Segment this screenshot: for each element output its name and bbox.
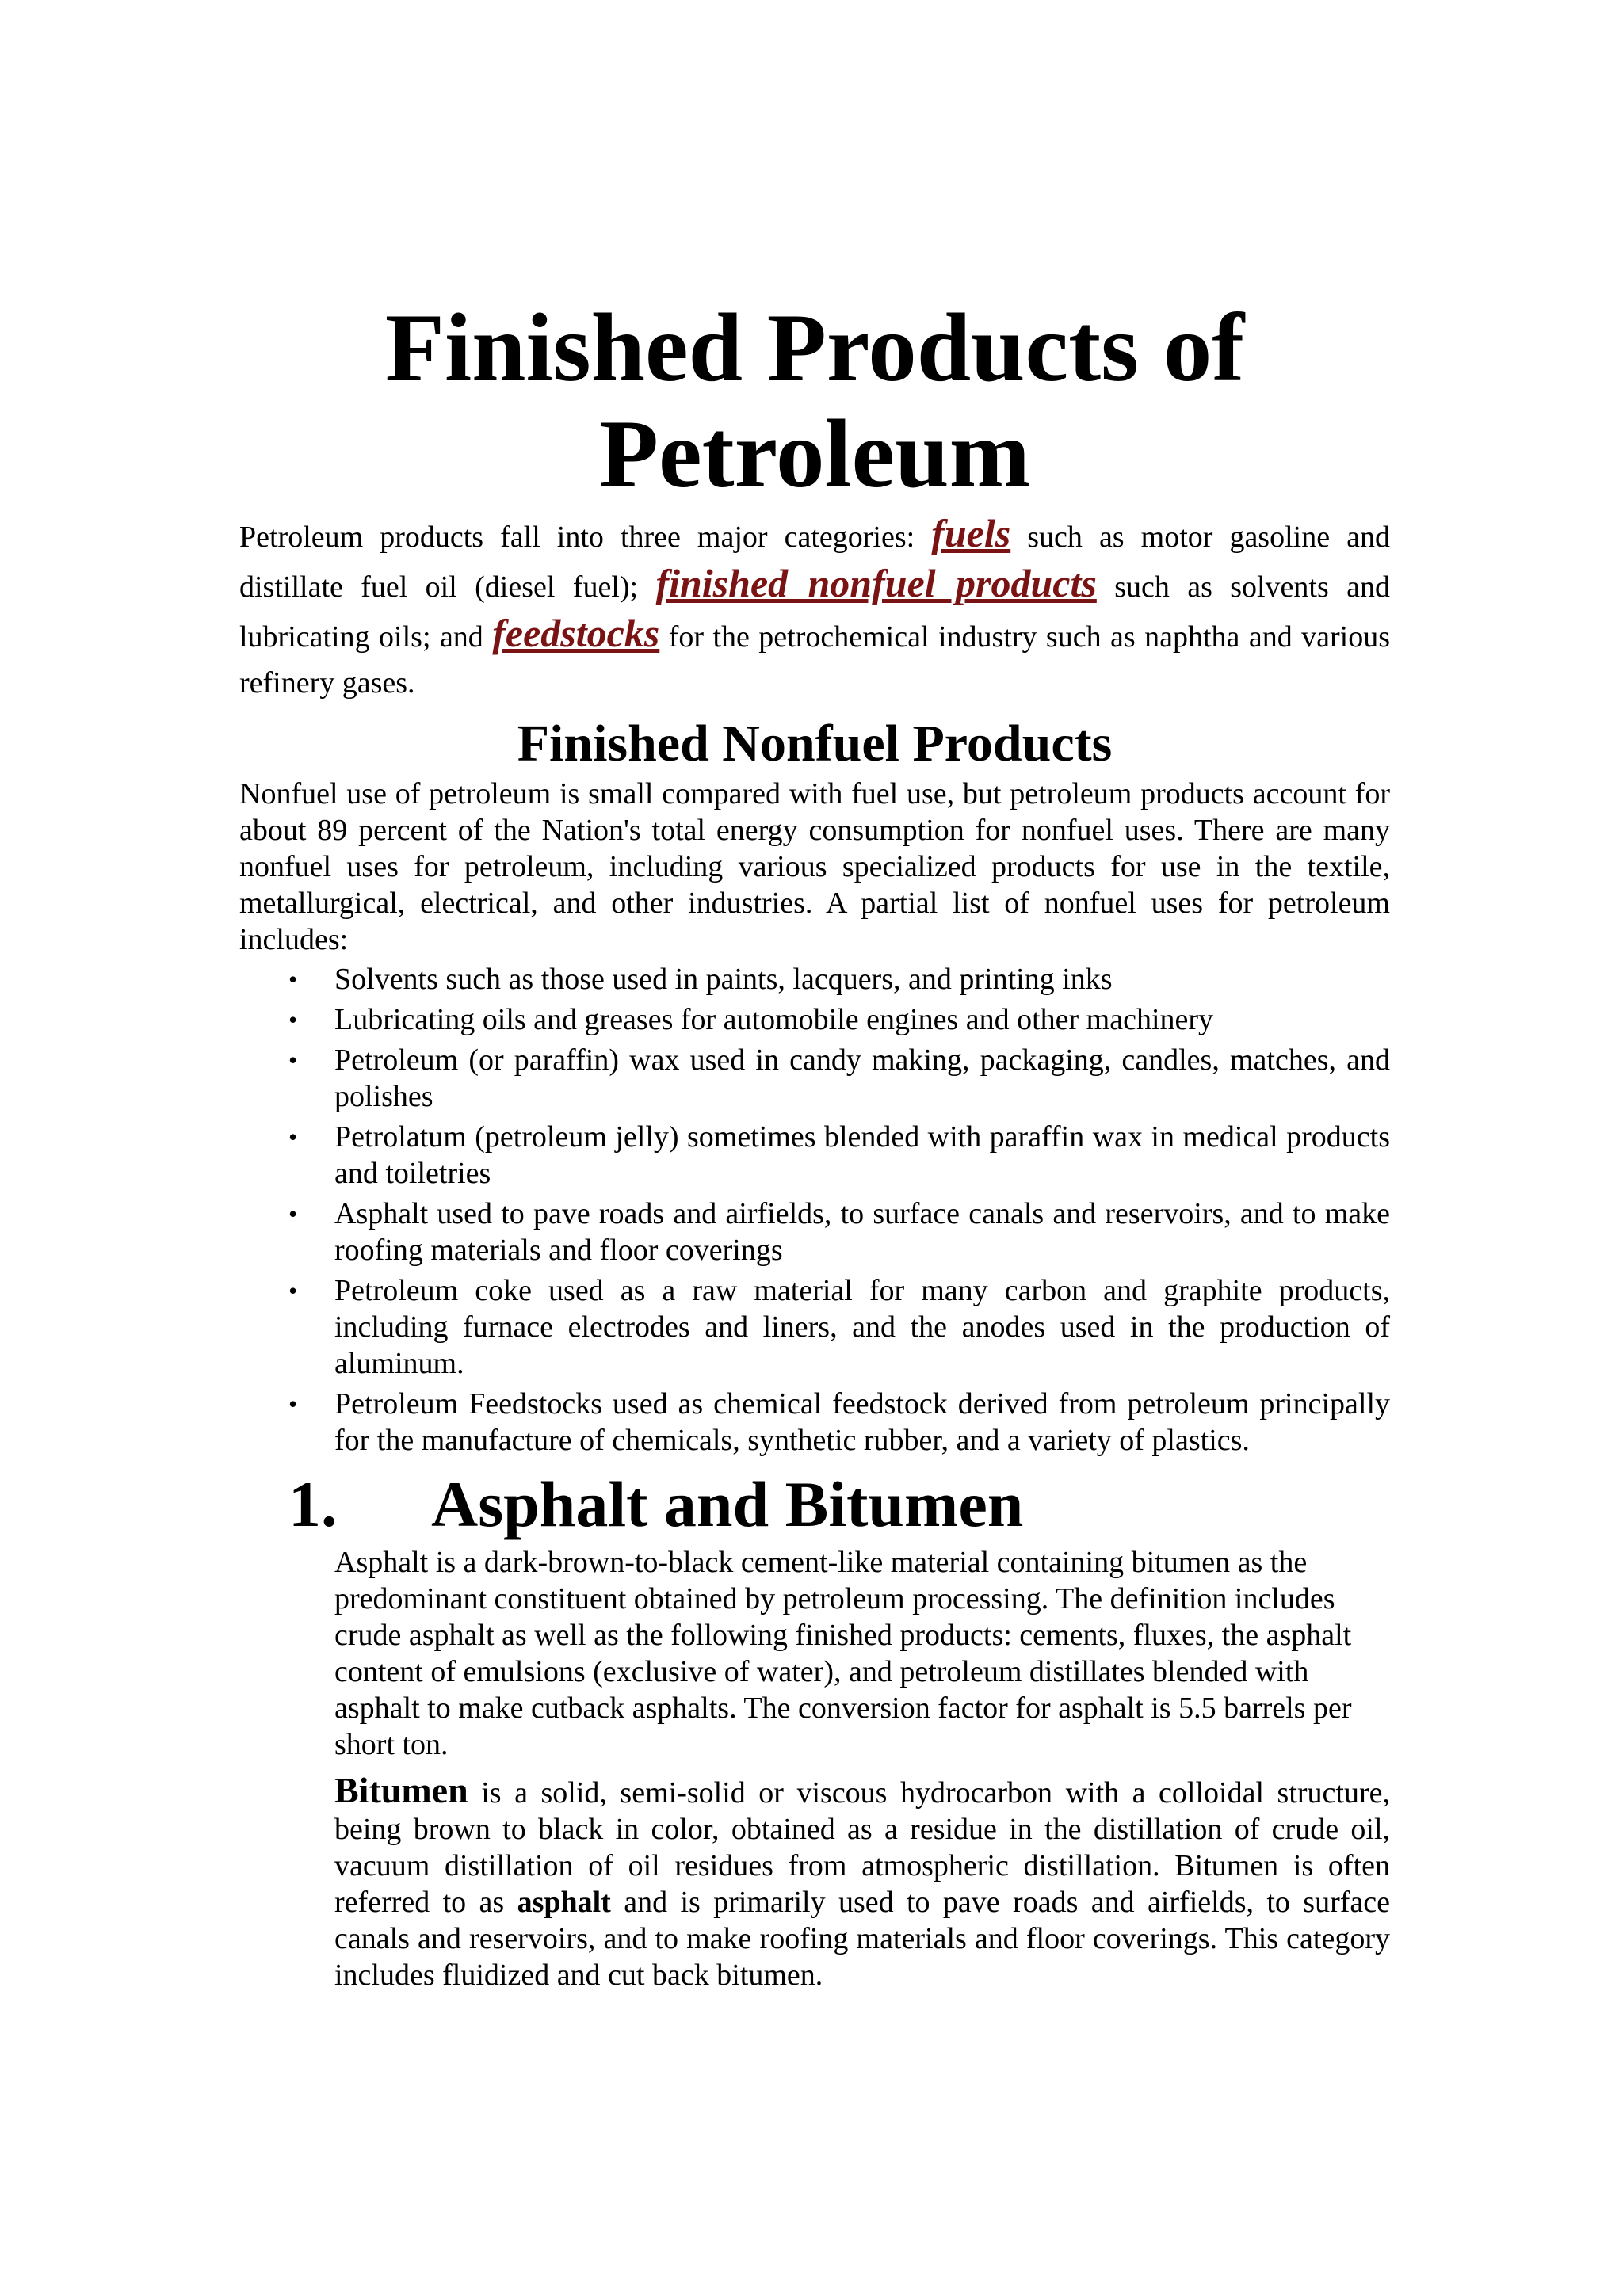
title-line-1: Finished Products of	[384, 293, 1245, 402]
list-item-text: Solvents such as those used in paints, lacquers, and printing inks	[334, 963, 1113, 996]
asphalt-paragraph: Asphalt is a dark-brown-to-black cement-like material containing bitumen as the predominant constituent obtained by petroleum processing. The definition includes crude asphalt as well as the following finished products: cements, fluxes, the asphalt content of emulsions (exclusive of water), and petroleum distillates blended with asphalt to make cutback asphalts. The conversion factor for asphalt is 5.5 barrels per short ton.	[334, 1546, 1352, 1761]
bullet-icon: •	[288, 1390, 298, 1418]
list-item-text: Petroleum Feedstocks used as chemical feedstock derived from petroleum principally for the manufacture of chemicals, synthetic rubber, and a variety of plastics.	[334, 1387, 1390, 1457]
list-item	[239, 1042, 1390, 1115]
list-item-text: Petroleum coke used as a raw material for many carbon and graphite products, including furnace electrodes and liners, and the anodes used in the production of aluminum.	[334, 1274, 1390, 1380]
bullet-icon: •	[288, 1276, 298, 1305]
nonfuel-paragraph: Nonfuel use of petroleum is small compared with fuel use, but petroleum products account for about 89 percent of the Nation's total energy consumption for nonfuel uses. There are many nonfuel uses for petroleum, including various specialized products for use in the textile, metallurgical, electrical, and other industries. A partial list of nonfuel uses for petroleum includes:	[239, 777, 1390, 956]
nonfuel-uses-list	[239, 961, 1390, 1459]
bitumen-text-1: is a solid, semi-solid or viscous hydrocarbon with a colloidal structure, being brown to black in color, obtained as a residue in the distillation of crude oil, vacuum distillation of oil residues from atmospheric distillation. Bitumen is often referred to as	[334, 1776, 1390, 1919]
list-item	[239, 1196, 1390, 1268]
intro-text-2: such as motor gasoline and distillate fuel oil (diesel fuel);	[239, 521, 1390, 604]
keyword-finished-nonfuel-products: finished nonfuel products	[655, 561, 1097, 605]
list-item-text: Lubricating oils and greases for automobile engines and other machinery	[334, 1003, 1214, 1036]
list-item	[239, 1119, 1390, 1192]
list-item	[239, 1272, 1390, 1382]
page-title	[239, 295, 1390, 507]
list-item	[239, 1386, 1390, 1459]
intro-text-4: for the petrochemical industry such as naphtha and various refinery gases.	[239, 620, 1390, 700]
intro-text-1: Petroleum products fall into three major categories:	[239, 521, 932, 554]
section-number: 1.	[288, 1468, 338, 1540]
bitumen-text-2: and is primarily used to pave roads and airfields, to surface canals and reservoirs, and to make roofing materials and floor coverings. This category includes fluidized and cut back bitumen.	[334, 1886, 1390, 1992]
intro-text-3: such as solvents and lubricating oils; and	[239, 570, 1390, 654]
list-item	[239, 961, 1390, 997]
bullet-icon: •	[288, 1005, 298, 1034]
bitumen-term: Bitumen	[334, 1770, 468, 1810]
list-item-text: Asphalt used to pave roads and airfields, to surface canals and reservoirs, and to make roofing materials and floor coverings	[334, 1197, 1390, 1267]
bullet-icon: •	[288, 1046, 298, 1074]
asphalt-term: asphalt	[517, 1886, 611, 1919]
bullet-icon: •	[288, 965, 298, 994]
section-title: Asphalt and Bitumen	[431, 1468, 1024, 1540]
asphalt-bitumen-body	[239, 1544, 1390, 1993]
document-page	[239, 295, 1390, 1993]
bullet-icon: •	[288, 1199, 298, 1228]
intro-paragraph	[239, 510, 1390, 706]
bitumen-paragraph	[334, 1772, 1390, 1993]
title-line-2: Petroleum	[598, 399, 1031, 508]
section-heading-asphalt-bitumen	[239, 1465, 1390, 1544]
list-item-text: Petroleum (or paraffin) wax used in candy making, packaging, candles, matches, and polishes	[334, 1043, 1390, 1113]
keyword-feedstocks: feedstocks	[492, 611, 660, 655]
keyword-fuels: fuels	[931, 511, 1011, 555]
list-item-text: Petrolatum (petroleum jelly) sometimes blended with paraffin wax in medical products and toiletries	[334, 1120, 1390, 1190]
section-heading-nonfuel: Finished Nonfuel Products	[517, 715, 1113, 772]
bullet-icon: •	[288, 1123, 298, 1151]
list-item	[239, 1001, 1390, 1038]
